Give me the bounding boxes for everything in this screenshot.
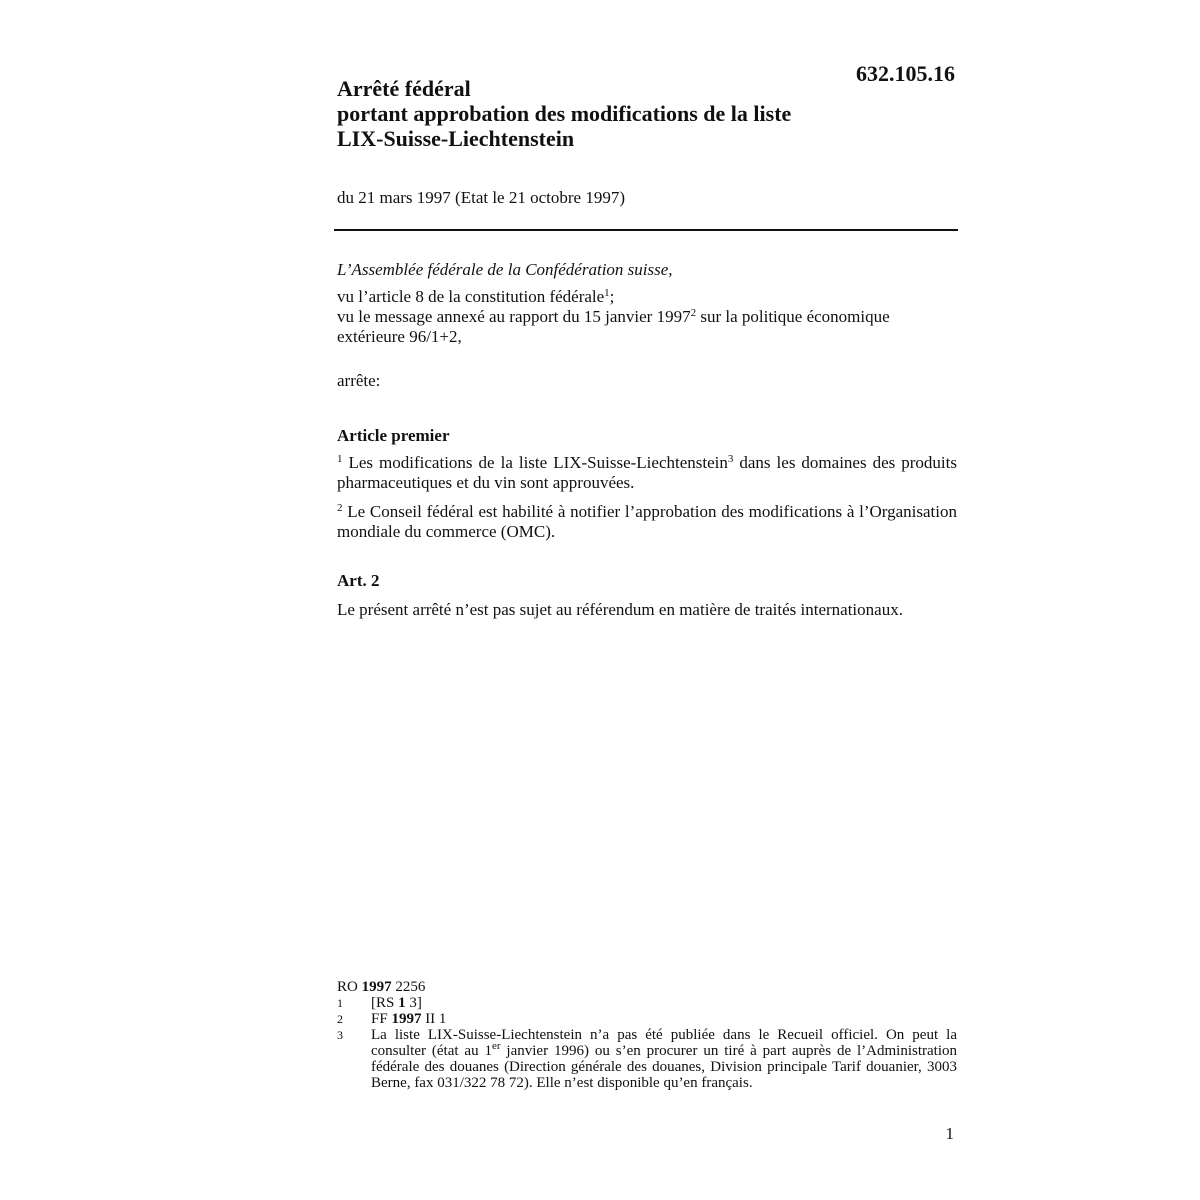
footnote-text-pre: [RS — [371, 995, 399, 1011]
title-line-1: Arrêté fédéral — [337, 76, 471, 101]
legal-basis-1-end: ; — [609, 287, 615, 306]
paragraph-number: 1 — [337, 453, 343, 465]
ro-prefix: RO — [337, 979, 362, 995]
footnote-text-post: 3] — [405, 995, 422, 1011]
preamble-legal-basis — [337, 287, 957, 347]
footnotes — [337, 979, 957, 1091]
article-1-paragraph-1-end: dans les domaines des produits pharmaceutiques et du vin sont approuvées. — [337, 453, 957, 492]
paragraph-number: 2 — [337, 502, 343, 514]
article-1-paragraph-1-text: Les modifications de la liste LIX-Suisse-Liechtenstein — [342, 453, 728, 472]
footnote-number: 3 — [337, 1028, 343, 1042]
title-line-3: LIX-Suisse-Liechtenstein — [337, 126, 575, 151]
footnote-text-b: janvier 1996) ou s’en procurer un tiré à part auprès de l’Administration fédérale des douanes (Direction générale des douanes, Division principale Tarif douanier, 3003 Berne, fax 031/322 78 72). Elle n’est disponible qu’en français. — [371, 1043, 957, 1091]
decree-verb: arrête: — [337, 371, 381, 390]
footnote-text — [371, 995, 957, 1011]
article-1-heading: Article premier — [337, 426, 450, 445]
footnote-text-bold: 1997 — [391, 1011, 422, 1027]
legal-basis-1 — [337, 287, 957, 307]
legal-basis-1-text: vu l’article 8 de la constitution fédérale — [337, 287, 605, 306]
preamble-authority: L’Assemblée fédérale de la Confédération suisse, — [337, 260, 673, 279]
title-divider — [334, 229, 958, 231]
footnote-ref-1[interactable]: 1 — [604, 287, 610, 299]
sr-number: 632.105.16 — [856, 61, 955, 86]
ro-reference — [337, 979, 957, 995]
footnote-text-bold: 1 — [398, 995, 406, 1011]
footnote-text — [371, 1011, 957, 1027]
footnote-3 — [337, 1027, 957, 1091]
ro-page: 2256 — [391, 979, 426, 995]
ro-year: 1997 — [361, 979, 392, 995]
article-2-heading: Art. 2 — [337, 571, 380, 590]
legal-basis-2-text: vu le message annexé au rapport du 15 janvier 1997 — [337, 307, 691, 326]
date-line: du 21 mars 1997 (Etat le 21 octobre 1997) — [337, 188, 625, 207]
footnote-text-pre: FF — [371, 1011, 392, 1027]
footnote-ref-2[interactable]: 2 — [690, 307, 697, 319]
footnote-1 — [337, 995, 957, 1011]
footnote-number: 2 — [337, 1012, 343, 1026]
article-2-text: Le présent arrêté n’est pas sujet au référendum en matière de traités internationaux. — [337, 600, 903, 619]
article-1-paragraph-2 — [337, 502, 957, 542]
legal-basis-2-end: sur la politique économique extérieure 96/1+2, — [337, 307, 890, 346]
article-1-paragraph-2-text: Le Conseil fédéral est habilité à notifier l’approbation des modifications à l’Organisation mondiale du commerce (OMC). — [337, 502, 957, 541]
document-title — [337, 76, 897, 151]
footnote-text-a: La liste LIX-Suisse-Liechtenstein n’a pas été publiée dans le Recueil officiel. On peut la consulter (état au 1 — [371, 1027, 957, 1059]
footnote-ref-3[interactable]: 3 — [727, 453, 734, 465]
footnote-sup: er — [491, 1040, 501, 1052]
article-1-paragraph-1 — [337, 453, 957, 493]
footnote-text-post: II 1 — [421, 1011, 447, 1027]
legal-basis-2 — [337, 307, 957, 347]
footnote-2 — [337, 1011, 957, 1027]
title-line-2: portant approbation des modifications de la liste — [337, 101, 792, 126]
page-number: 1 — [945, 1124, 954, 1143]
footnote-text — [371, 1027, 957, 1091]
footnote-number: 1 — [337, 996, 343, 1010]
